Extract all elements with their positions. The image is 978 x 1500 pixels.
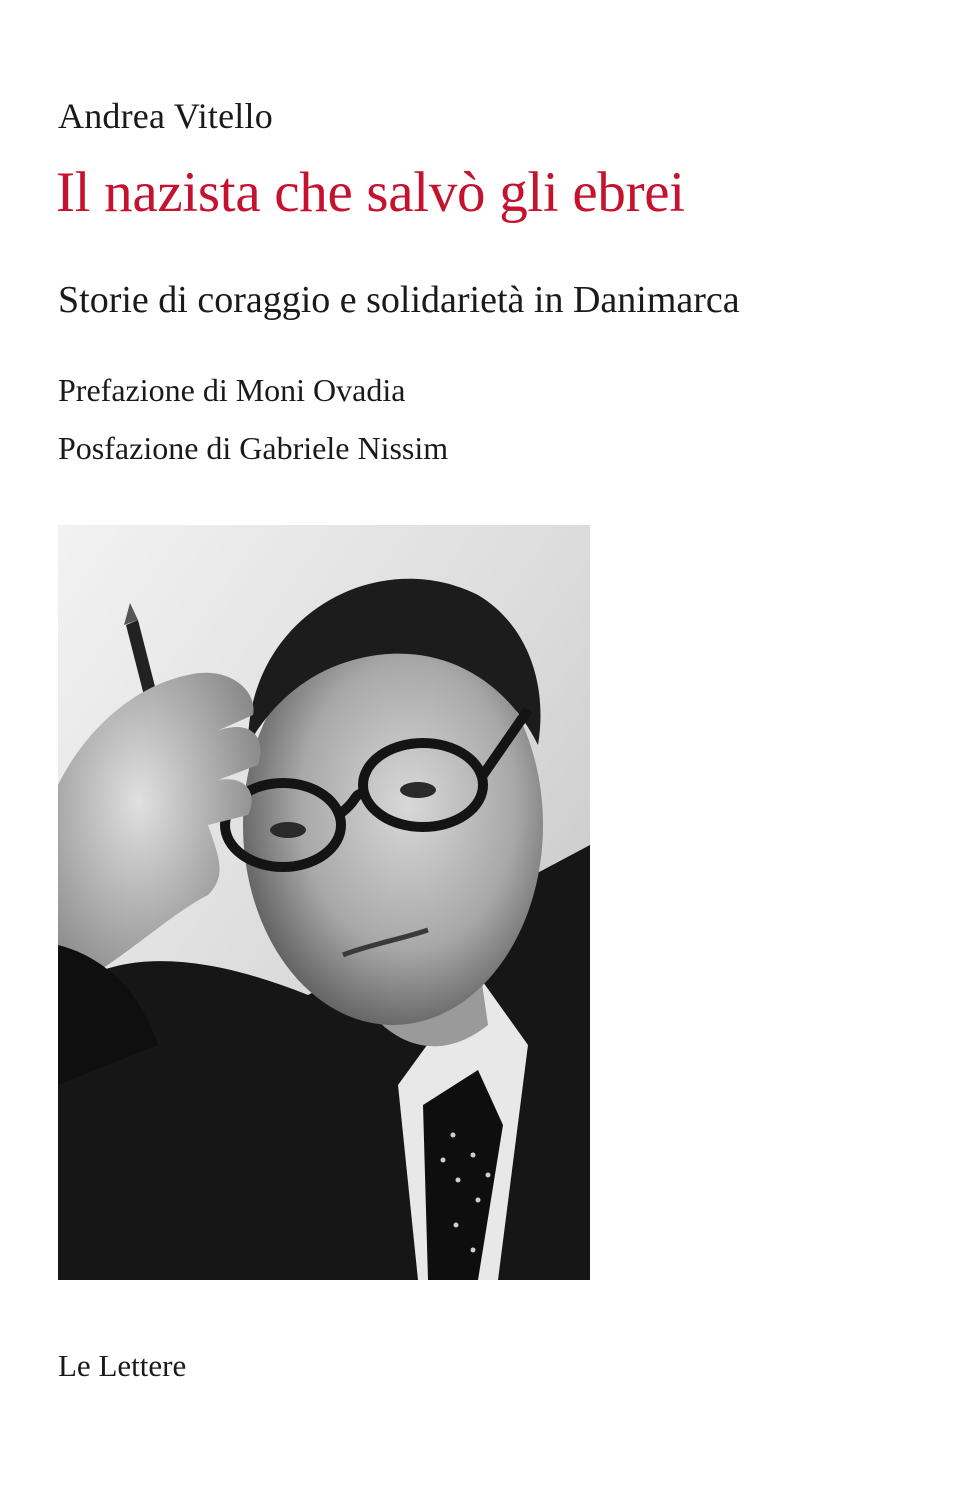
portrait-photo-icon	[58, 525, 590, 1280]
author-name: Andrea Vitello	[58, 96, 273, 136]
cover-portrait-photo	[58, 525, 590, 1280]
postface-credit: Posfazione di Gabriele Nissim	[58, 430, 449, 466]
preface-credit: Prefazione di Moni Ovadia	[58, 372, 406, 408]
book-subtitle: Storie di coraggio e solidarietà in Danimarca	[58, 279, 740, 321]
book-title: Il nazista che salvò gli ebrei	[56, 161, 685, 224]
publisher-name: Le Lettere	[58, 1348, 187, 1383]
